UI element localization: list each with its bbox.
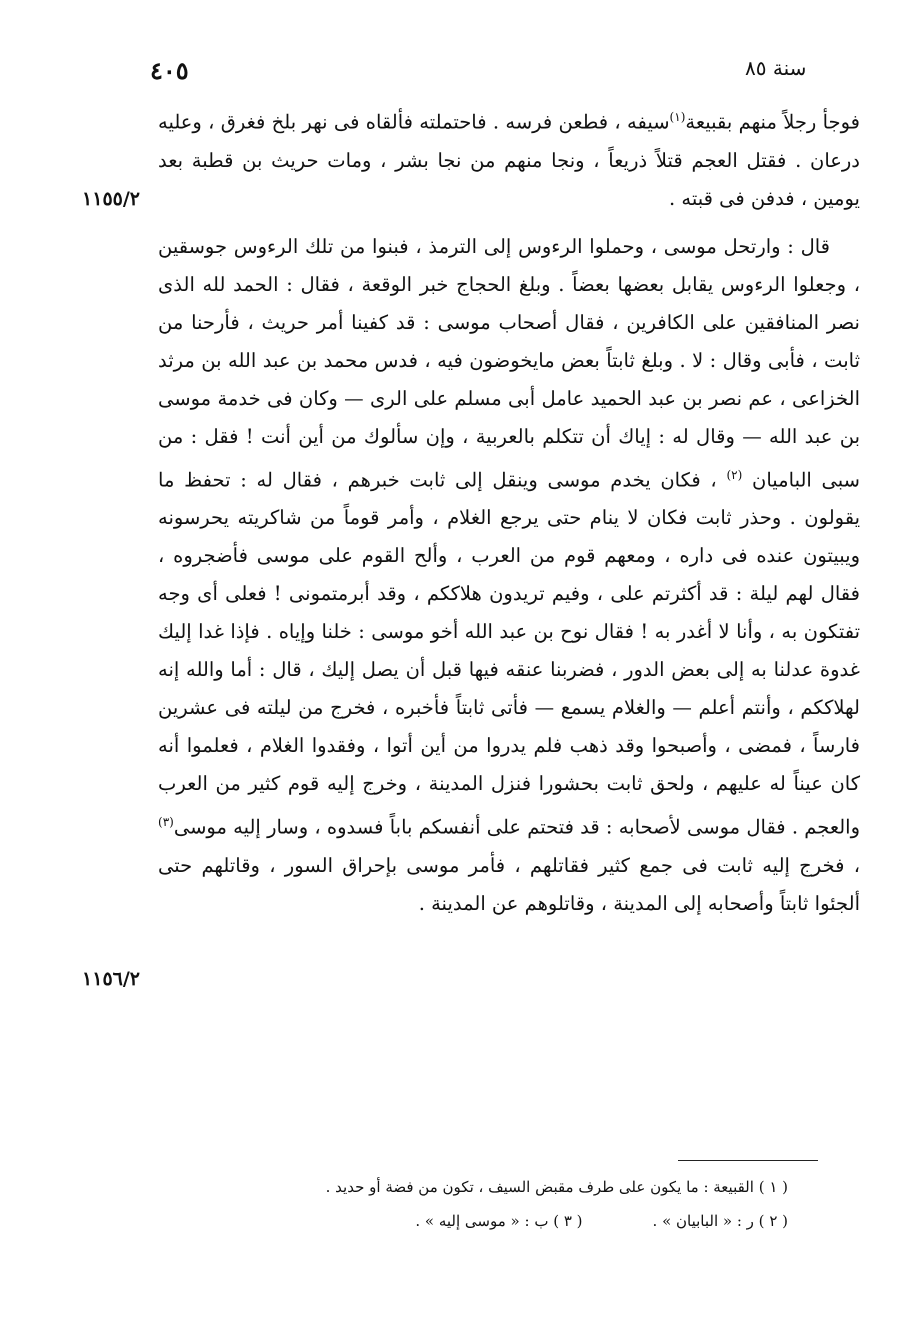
footnote-ref-1: (١)	[669, 110, 686, 124]
footnotes	[248, 1170, 788, 1238]
page-number: ٤٠٥	[150, 56, 189, 85]
paragraph-2-part-b: ، فكان يخدم موسى وينقل إلى ثابت خبرهم ، فقال له : تحفظ ما يقولون . وحذر ثابت فكان لا ينام حتى يرجع الغلام ، وأمر قوماً من شاكريته يحرسونه ويبيتون عنده فى داره ، ومعهم قوم من العرب ، وألح القوم على موسى فأضجروه ، فقال لهم ليلة : قد أكثرتم على ، وفيم تريدون هلاككم ، وقد أبرمتمونى ! فعلى أى وجه تفتكون به ، وأنا لا أغدر به ! فقال نوح بن عبد الله أخو موسى : خلنا وإياه . فإذا غدا إليك غدوة عدلنا به إلى بعض الدور ، فضربنا عنقه فيها قبل أن يصل إليك ، قال : أما والله إنه لهلاككم ، وأنتم أعلم — والغلام يسمع — فأتى ثابتاً فأخبره ، فخرج من ليلته فى عشرين فارساً ، فمضى ، وأصبحوا وقد ذهب فلم يدروا من أين أتوا ، وفقدوا الغلام ، فعلموا أنه كان عيناً له عليهم ، ولحق ثابت بحشورا فنزل المدينة ، وخرج إليه قوم كثير من العرب والعجم . فقال موسى لأصحابه : قد فتحتم على أنفسكم باباً فسدوه ، وسار إليه موسى	[158, 468, 860, 839]
footnote-2: ( ٢ ) ر : « البابيان » .	[652, 1212, 788, 1230]
footnote-3: ( ٣ ) ب : « موسى إليه » .	[415, 1212, 583, 1230]
paragraph-2-part-c: ، فخرج إليه ثابت فى جمع كثير فقاتلهم ، فأمر موسى بإحراق السور ، وقاتلهم حتى ألجئوا ثابتاً وأصحابه إلى المدينة ، وقاتلوهم عن المدينة .	[158, 853, 860, 915]
margin-note-2: ١١٥٦/٢	[82, 968, 140, 990]
margin-note-1: ١١٥٥/٢	[82, 188, 140, 210]
paragraph-1-lead: فوجأ رجلاً منهم بقبيعة	[685, 110, 860, 134]
paragraph-1	[158, 98, 860, 218]
paragraph-1-rest: سيفه ، فطعن فرسه . فاحتملته فألقاه فى نهر بلخ فغرق ، وعليه درعان . فقتل العجم قتلاً ذريعاً ، ونجا منهم من نجا بشر ، ومات حريث بن قطبة بعد يومين ، فدفن فى قبته .	[158, 110, 860, 210]
footnote-row-2	[248, 1204, 788, 1238]
footnote-divider	[678, 1160, 818, 1161]
footnote-ref-3: (٣)	[158, 815, 174, 829]
running-head-year: سنة ٨٥	[745, 56, 807, 80]
footnote-1: ( ١ ) القبيعة : ما يكون على طرف مقبض السيف ، تكون من فضة أو حديد .	[325, 1178, 788, 1196]
footnote-ref-2: (٢)	[726, 467, 743, 482]
paragraph-2	[158, 228, 860, 923]
paragraph-2-part-a: قال : وارتحل موسى ، وحملوا الرءوس إلى الترمذ ، فبنوا من تلك الرءوس جوسقين ، وجعلوا الرءوس يقابل بعضها بعضاً . وبلغ الحجاج خبر الوقعة ، فقال : الحمد لله الذى نصر المنافقين على الكافرين ، فقال أصحاب موسى : قد كفينا أمر حريث ، فأرحنا من ثابت ، فأبى وقال : لا . وبلغ ثابتاً بعض مايخوضون فيه ، فدس محمد بن عبد الله بن مرثد الخزاعى ، عم نصر بن عبد الحميد عامل أبى مسلم على الرى — وكان فى خدمة موسى بن عبد الله — وقال له : إياك أن تتكلم بالعربية ، وإن سألوك من أين أنت ! فقل : من سبى الباميان	[158, 234, 861, 491]
main-text	[158, 98, 860, 923]
